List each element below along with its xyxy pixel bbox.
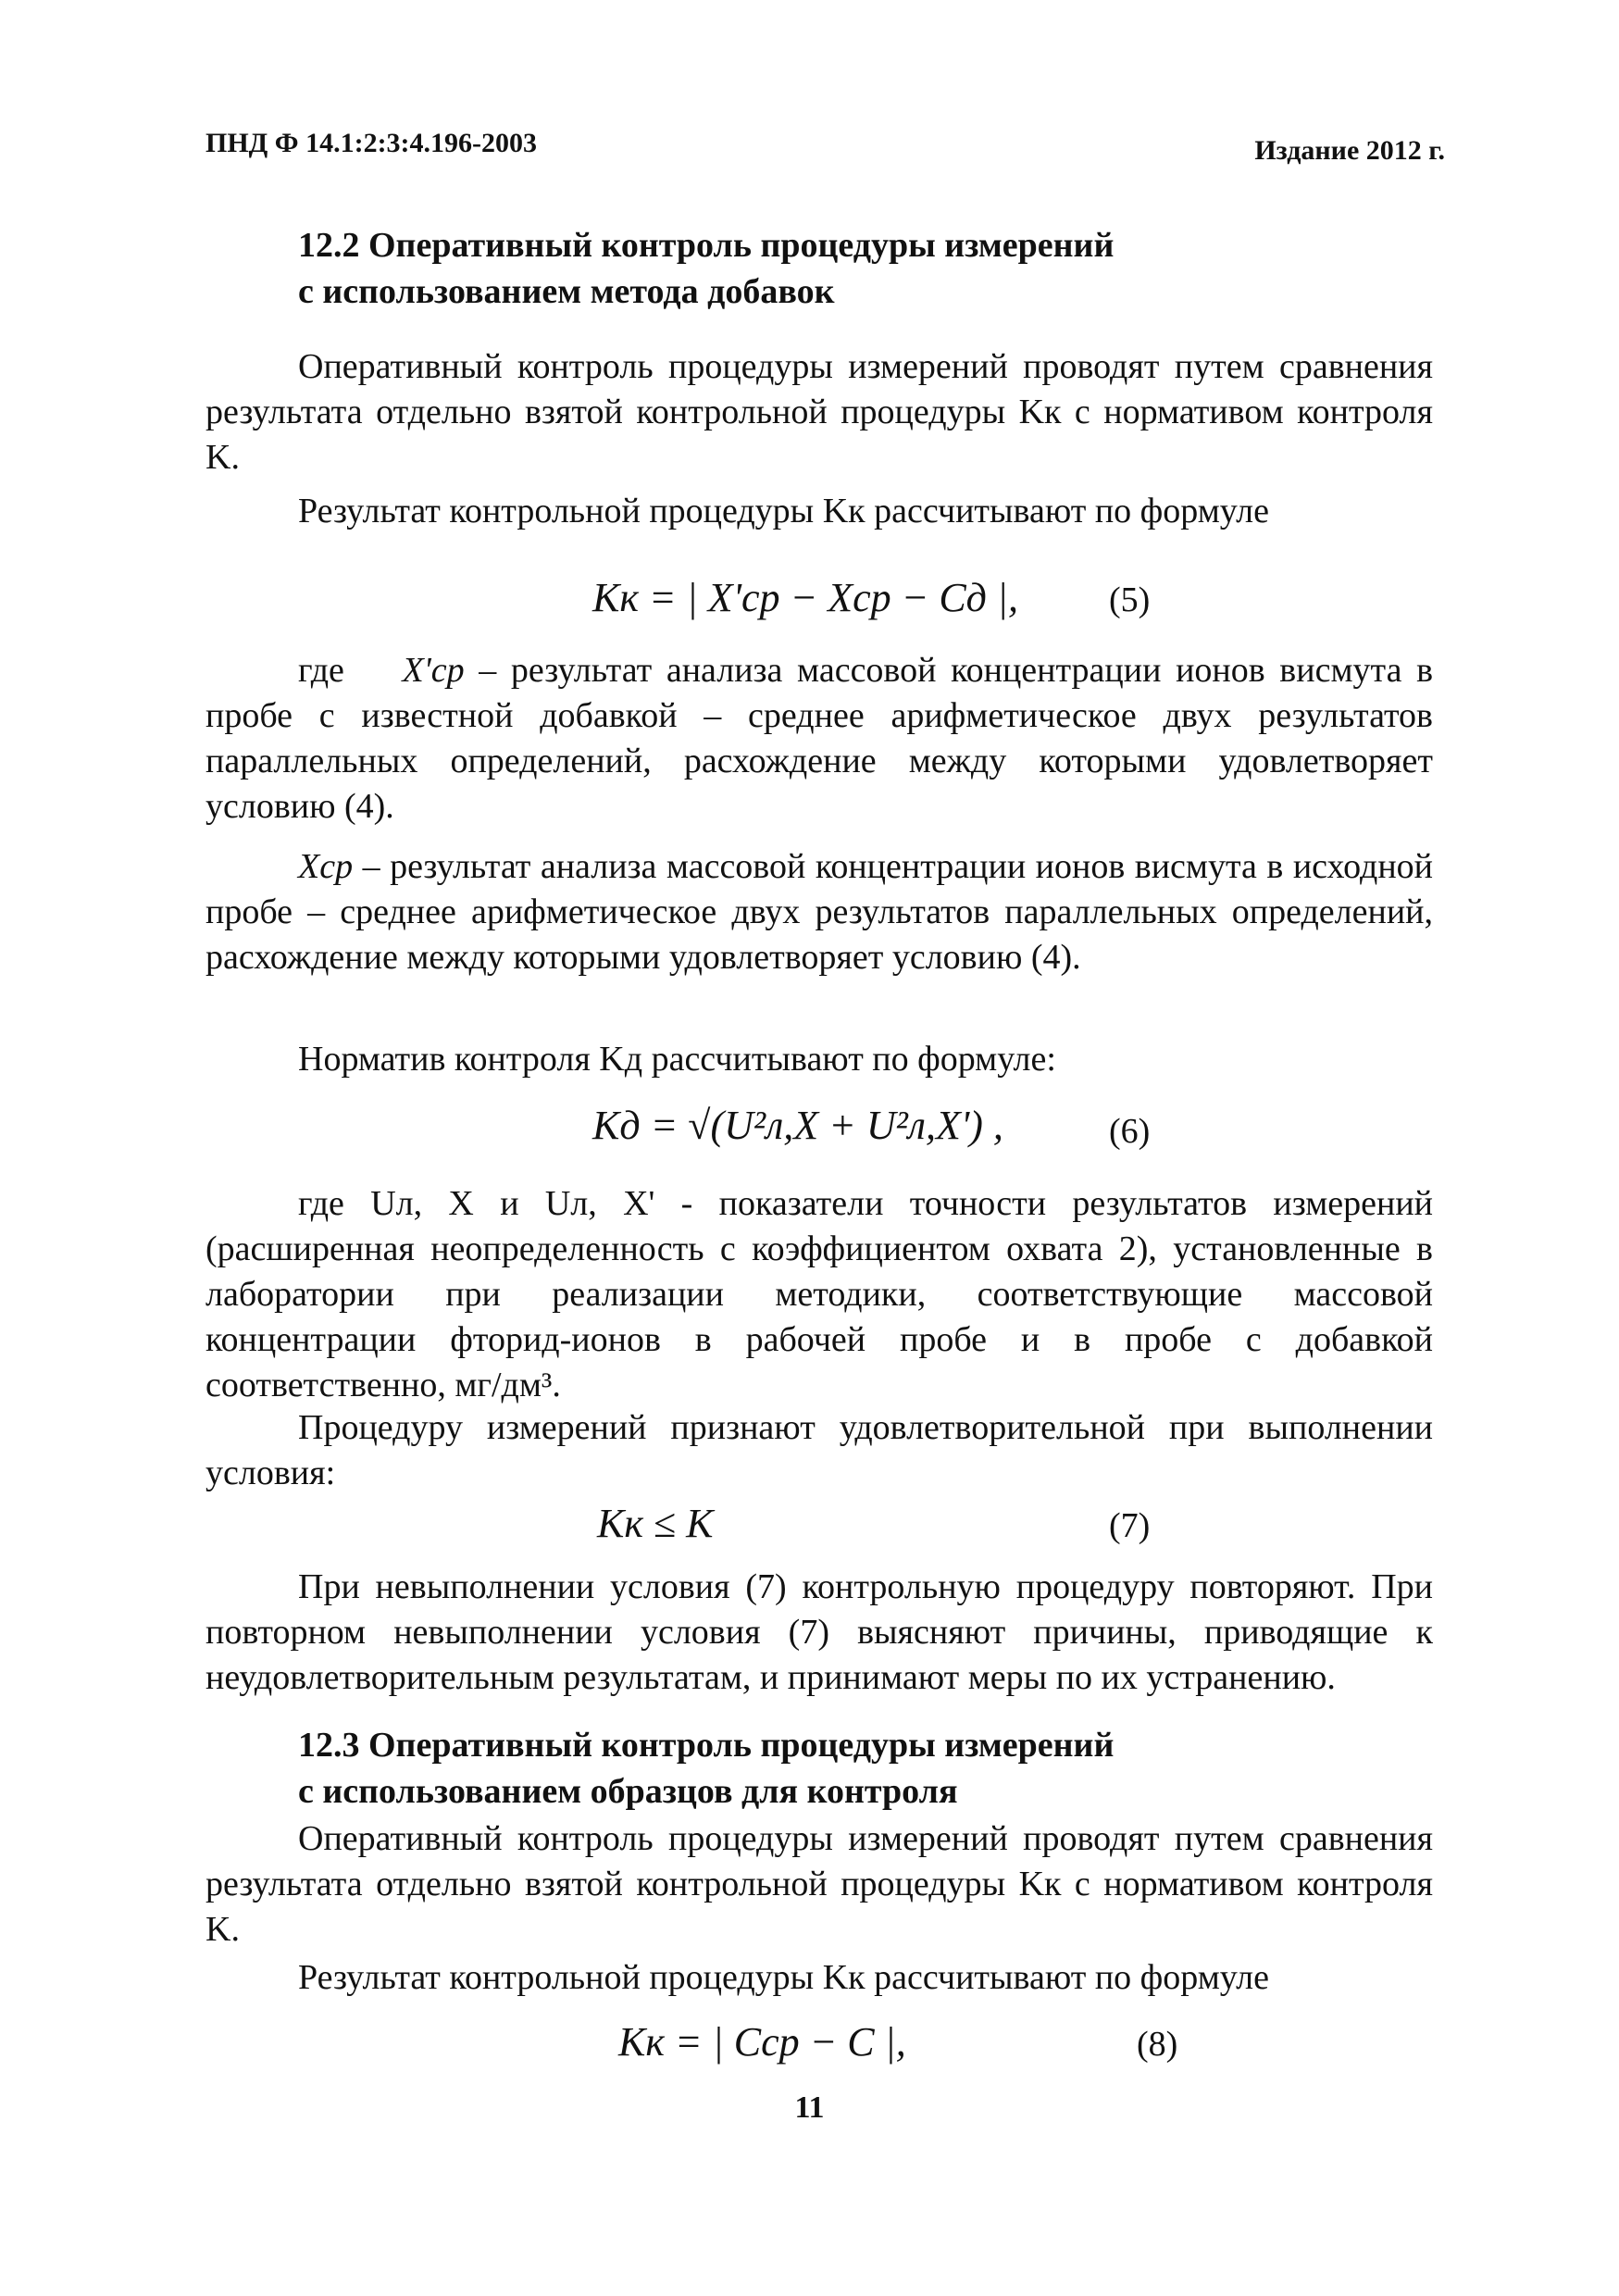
section-12-2-paragraph-4	[205, 1181, 1433, 1408]
formula-6: Kд = √(U²л,X + U²л,X') ,	[592, 1103, 1003, 1148]
formula-8: Kк = | Cср − C |,	[618, 2019, 906, 2065]
section-12-2-paragraph-3	[205, 1037, 1433, 1082]
symbol-x-sr: Xср	[298, 847, 354, 886]
formula-7: Kк ≤ K	[597, 1501, 714, 1546]
paragraph-text: Норматив контроля Kд рассчитывают по формуле:	[298, 1040, 1056, 1079]
where-text: – результат анализа массовой концентрации ионов висмута в пробе с известной добавкой – среднее арифметическое двух результатов параллельных определений, расхождение между которыми удовлетворяет условию (4).	[205, 651, 1434, 826]
section-12-3-title-line1: 12.3 Оперативный контроль процедуры измерений	[298, 1726, 1115, 1765]
section-12-2-title	[298, 222, 1114, 315]
formula-8-number: (8)	[1137, 2025, 1178, 2064]
formula-5-number: (5)	[1109, 580, 1151, 619]
formula-7-number: (7)	[1109, 1506, 1151, 1545]
symbol-x-prime-sr: X'ср	[402, 651, 465, 690]
where-text: – результат анализа массовой концентрации ионов висмута в исходной пробе – среднее арифметическое двух результатов параллельных определений, расхождение между которыми удовлетворяет условию (4).	[205, 847, 1433, 977]
section-12-2-title-line2: с использованием метода добавок	[298, 272, 835, 311]
document-code: ПНД Ф 14.1:2:3:4.196-2003	[205, 128, 538, 158]
paragraph-text: Процедуру измерений признают удовлетворительной при выполнении условия:	[205, 1408, 1433, 1492]
formula-5: Kк = | X'ср − Xср − Cд |,	[592, 575, 1019, 620]
section-12-2-paragraph-6	[205, 1565, 1433, 1701]
section-12-2-paragraph-5	[205, 1405, 1433, 1496]
paragraph-text: При невыполнении условия (7) контрольную процедуру повторяют. При повторном невыполнении условия (7) выясняют причины, приводящие к неудовлетворительным результатам, и принимают меры по их устранению.	[205, 1567, 1433, 1697]
paragraph-text: Оперативный контроль процедуры измерений проводят путем сравнения результата отдельно взятой контрольной процедуры Kк с нормативом контроля K.	[205, 347, 1433, 477]
section-12-3-title-line2: с использованием образцов для контроля	[298, 1772, 958, 1811]
section-12-2-paragraph-2	[205, 489, 1433, 534]
section-12-3-title	[298, 1722, 1114, 1815]
paragraph-text: Результат контрольной процедуры Kк рассчитывают по формуле	[298, 1958, 1269, 1997]
edition-label: Издание 2012 г.	[1254, 135, 1445, 166]
section-12-2-where-1	[205, 648, 1433, 830]
section-12-3-paragraph-2	[205, 1955, 1433, 2001]
section-12-2-where-2	[205, 844, 1433, 980]
where-lead: где	[298, 651, 344, 690]
section-12-2-title-line1: 12.2 Оперативный контроль процедуры измерений	[298, 226, 1115, 265]
section-12-3-paragraph-1	[205, 1816, 1433, 1953]
section-12-2-paragraph-1	[205, 344, 1433, 480]
page-number: 11	[794, 2090, 825, 2125]
formula-6-number: (6)	[1109, 1112, 1151, 1151]
paragraph-text: где Uл, X и Uл, X' - показатели точности результатов измерений (расширенная неопределенность с коэффициентом охвата 2), установленные в лаборатории при реализации методики, соответствующие массовой концентрации фторид-ионов в рабочей пробе и в пробе с добавкой соответственно, мг/дм³.	[205, 1184, 1433, 1404]
paragraph-text: Оперативный контроль процедуры измерений проводят путем сравнения результата отдельно взятой контрольной процедуры Kк с нормативом контроля K.	[205, 1819, 1433, 1949]
paragraph-text: Результат контрольной процедуры Kк рассчитывают по формуле	[298, 492, 1269, 530]
